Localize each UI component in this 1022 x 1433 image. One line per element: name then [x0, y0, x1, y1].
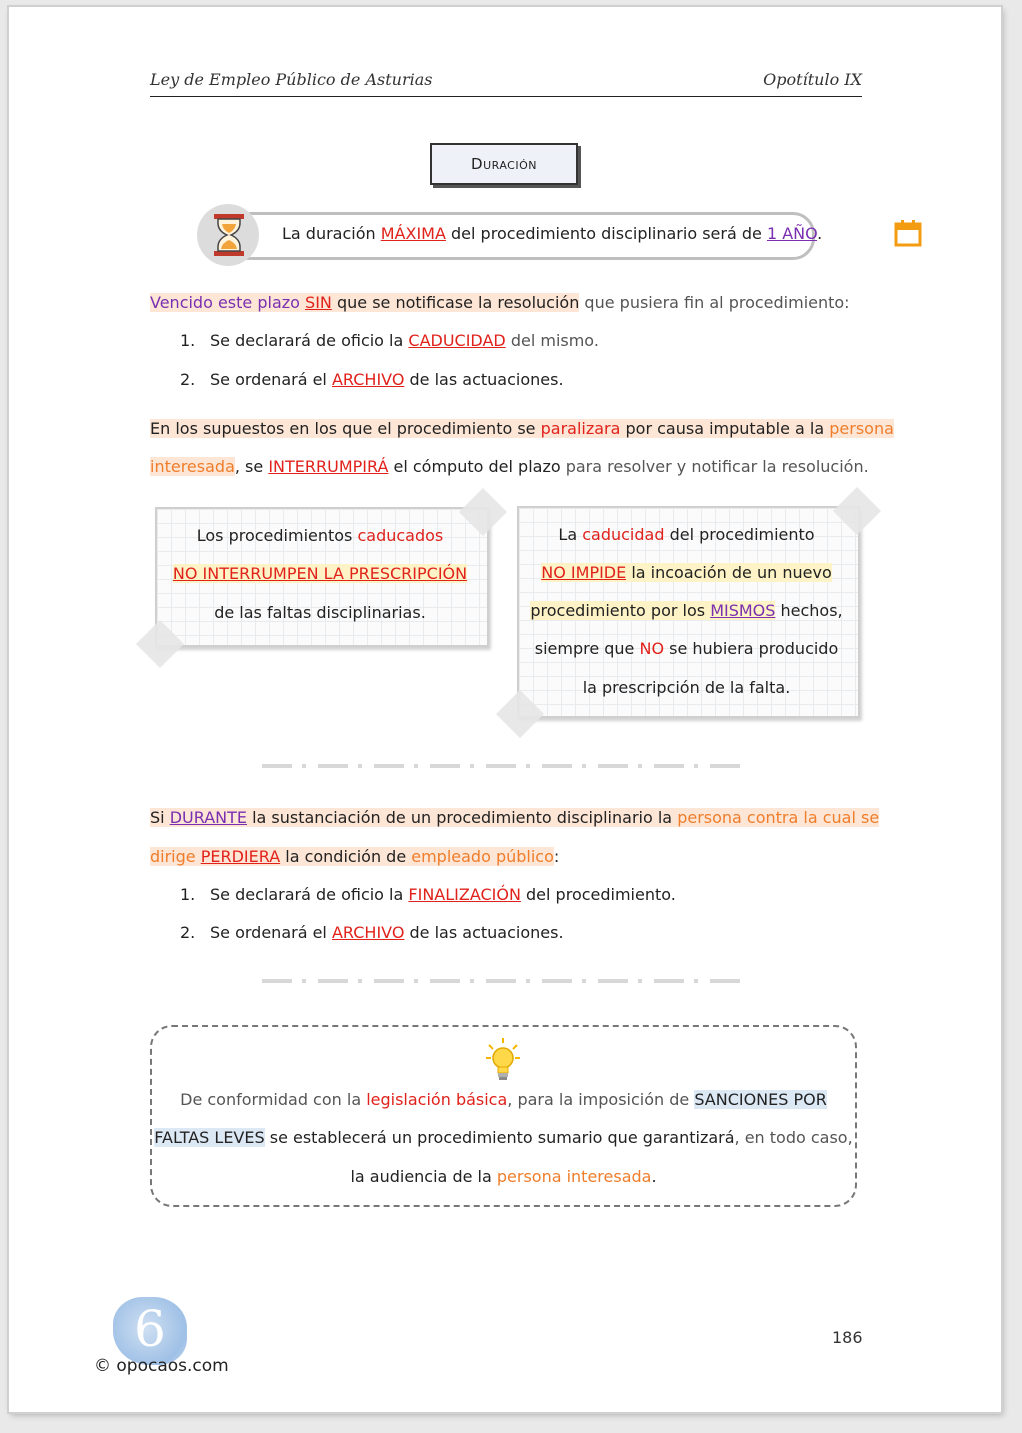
header-title: Ley de Empleo Público de Asturias — [150, 70, 433, 89]
calendar-icon — [893, 218, 923, 248]
list-item — [180, 884, 676, 906]
list-number: 2. — [180, 923, 196, 942]
tip-keyword: legislación básica — [366, 1090, 508, 1109]
hourglass-icon — [212, 212, 246, 258]
p1-c: que se notificase la resolución — [331, 293, 580, 312]
callout-max: MÁXIMA — [380, 224, 446, 243]
tip-text: , para la imposición de — [507, 1090, 695, 1109]
note2-line5 — [517, 678, 856, 697]
tip-highlight: SANCIONES POR — [694, 1090, 827, 1109]
note2-text: la prescripción de la falta. — [582, 678, 791, 697]
note2-keyword: MISMOS — [710, 601, 776, 620]
note2-line4 — [517, 639, 856, 658]
note2-text: La — [558, 525, 583, 544]
note1-highlight: NO INTERRUMPEN LA PRESCRIPCIÓN — [172, 564, 468, 583]
note2-text: del procedimiento — [664, 525, 815, 544]
tip-keyword: persona interesada — [496, 1167, 652, 1186]
list-number: 1. — [180, 331, 196, 350]
list-text-end: del mismo. — [505, 331, 599, 350]
note2-line3 — [517, 601, 856, 620]
p3-c: la sustanciación de un procedimiento disciplinario la — [246, 808, 678, 827]
section-divider — [262, 979, 742, 983]
p2-a: En los supuestos en los que el procedimiento se — [150, 419, 541, 438]
list-text: Se declarará de oficio la — [210, 331, 409, 350]
note1-text: de las faltas disciplinarias. — [214, 603, 426, 622]
note2-highlight: NO IMPIDE — [541, 563, 627, 582]
p3-i: empleado público — [411, 847, 554, 866]
paragraph-interruption — [150, 418, 894, 440]
callout-prefix: La duración — [282, 224, 381, 243]
p3-j: : — [553, 847, 560, 866]
paragraph-expiry — [150, 292, 850, 314]
p1-a: Vencido este plazo — [150, 293, 306, 312]
note2-keyword: caducidad — [582, 525, 665, 544]
lightbulb-icon — [486, 1037, 520, 1083]
tip-line1 — [150, 1090, 857, 1109]
list-keyword: CADUCIDAD — [408, 331, 506, 350]
tip-text: se establecerá un procedimiento sumario que garantizará — [264, 1128, 735, 1147]
tip-highlight: FALTAS LEVES — [154, 1128, 265, 1147]
paragraph-interruption-cont — [150, 456, 869, 478]
note2-line2 — [517, 563, 856, 582]
section-divider — [262, 764, 742, 768]
p3-b: DURANTE — [169, 808, 247, 827]
p2-i: para resolver y notificar la resolución. — [560, 457, 869, 476]
logo-text: © opocaos.com — [94, 1356, 229, 1376]
p3-d: persona contra la cual se — [677, 808, 880, 827]
note2-text: siempre que — [534, 639, 640, 658]
p2-g: INTERRUMPIRÁ — [268, 457, 389, 476]
list-keyword: FINALIZACIÓN — [408, 885, 521, 904]
note1-line1 — [155, 526, 485, 545]
p3-h: la condición de — [280, 847, 412, 866]
section-title: Duración — [430, 143, 578, 185]
list-text: Se ordenará el — [210, 923, 332, 942]
p2-f: , se — [234, 457, 269, 476]
note2-text: procedimiento por los — [530, 601, 711, 620]
tip-text: De conformidad con la — [180, 1090, 367, 1109]
p3-e: dirige — [150, 847, 196, 866]
list-item — [180, 922, 564, 944]
tip-line2 — [150, 1128, 857, 1147]
note1-text: Los procedimientos — [196, 526, 358, 545]
header-chapter: Opotítulo IX — [763, 70, 862, 89]
note2-text: se hubiera producido — [664, 639, 839, 658]
note2-text: la incoación de un nuevo — [626, 563, 832, 582]
note1-keyword: caducados — [357, 526, 444, 545]
list-keyword: ARCHIVO — [331, 370, 405, 389]
p3-g: PERDIERA — [200, 847, 281, 866]
list-keyword: ARCHIVO — [331, 923, 405, 942]
tip-text: , en todo caso, — [734, 1128, 853, 1147]
p2-b: paralizara — [540, 419, 621, 438]
tip-text: la audiencia de la — [350, 1167, 497, 1186]
p2-e: interesada — [150, 457, 235, 476]
p2-c: por causa imputable a la — [620, 419, 830, 438]
tip-text: . — [651, 1167, 657, 1186]
note2-line1 — [517, 525, 856, 544]
list-item — [180, 369, 564, 391]
list-text: Se ordenará el — [210, 370, 332, 389]
p1-b: SIN — [305, 293, 332, 312]
list-item — [180, 330, 599, 352]
note1-line3 — [155, 603, 485, 622]
paragraph-loss-condition-cont — [150, 846, 559, 868]
list-number: 2. — [180, 370, 196, 389]
page-header — [150, 70, 862, 97]
list-number: 1. — [180, 885, 196, 904]
list-text: Se declarará de oficio la — [210, 885, 409, 904]
note2-text: hechos, — [775, 601, 843, 620]
tip-line3 — [150, 1167, 857, 1186]
logo-mark: 6 — [134, 1300, 166, 1358]
p2-d: persona — [829, 419, 894, 438]
page-number: 186 — [832, 1328, 863, 1347]
p3-a: Si — [150, 808, 170, 827]
callout-end: . — [817, 224, 823, 243]
p1-d: que pusiera fin al procedimiento: — [579, 293, 850, 312]
paragraph-loss-condition — [150, 807, 880, 829]
callout-year: 1 AÑO — [766, 224, 818, 243]
p2-h: el cómputo del plazo — [388, 457, 561, 476]
callout-text — [282, 224, 822, 243]
list-text-end: de las actuaciones. — [404, 923, 564, 942]
callout-mid: del procedimiento disciplinario será de — [445, 224, 767, 243]
note1-line2 — [155, 564, 485, 583]
note2-keyword: NO — [639, 639, 665, 658]
list-text-end: de las actuaciones. — [404, 370, 564, 389]
list-text-end: del procedimiento. — [520, 885, 676, 904]
